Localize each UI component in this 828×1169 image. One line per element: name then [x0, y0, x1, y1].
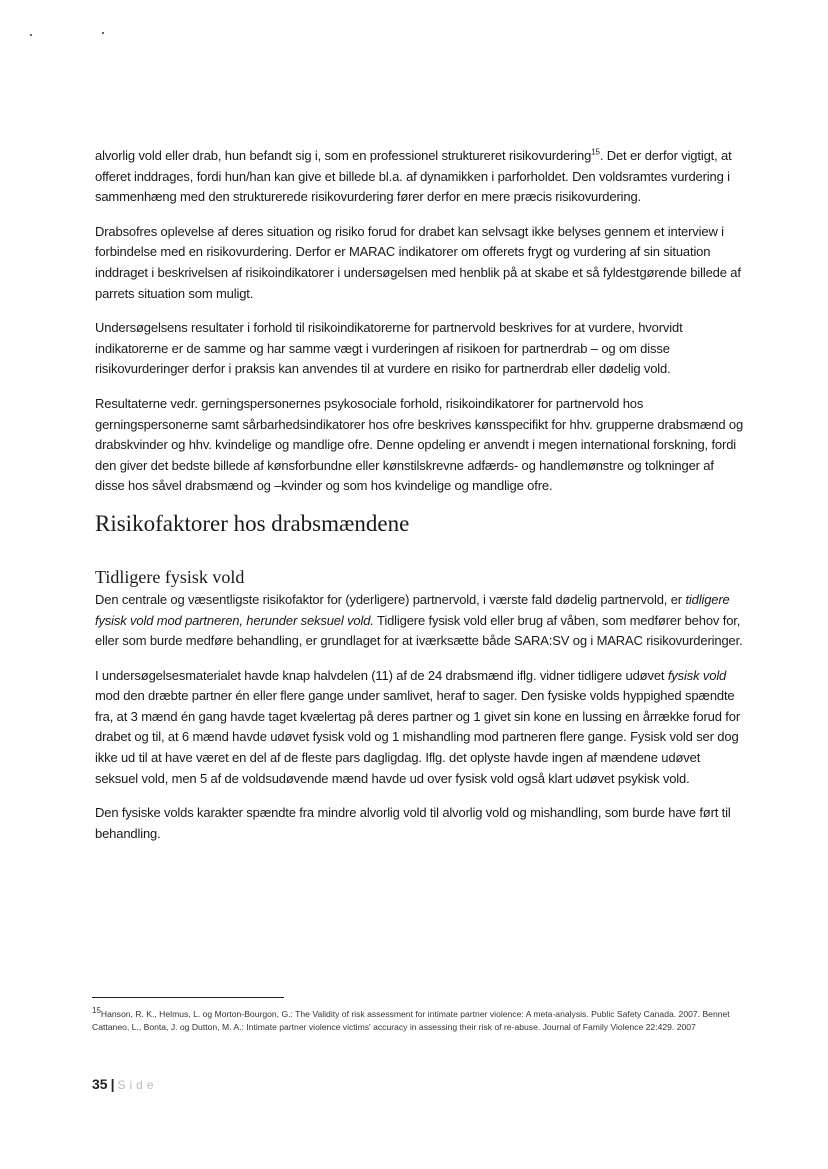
paragraph-text: Undersøgelsens resultater i forhold til risikoindikatorerne for partnervold beskrives for at vurdere, hvorvidt indikatorerne er de samme og har samme vægt i vurderingen af risikoen for partnerdrab – og om disse risikovurderinger derfor i praksis kan anvendes til at vurdere en risiko for partnerdrab eller dødelig vold.	[95, 320, 683, 377]
paragraph-text: I undersøgelsesmaterialet havde knap halvdelen (11) af de 24 drabsmænd iflg. vidner tidligere udøvet	[95, 667, 668, 683]
paragraph	[95, 318, 745, 380]
paragraph-text: . Det er derfor vigtigt, at offeret inddrages, fordi hun/han kan give et billede bl.a. af dynamikken i parforholdet. Den voldsramtes vurdering i sammenhæng med den strukturerede risikovurdering fører derfor en mere præcis risikovurdering.	[95, 148, 732, 205]
paragraph-text: Den fysiske volds karakter spændte fra mindre alvorlig vold til alvorlig vold og mishandling, som burde have ført til behandling.	[95, 805, 731, 841]
main-paragraphs	[95, 590, 745, 845]
paragraph	[95, 222, 745, 304]
footnote-number: 15	[92, 1006, 101, 1016]
emphasis-text: fysisk vold	[667, 667, 727, 683]
paragraph-text: Resultaterne vedr. gerningspersonernes psykosociale forhold, risikoindikatorer for partnervold hos gerningspersonerne samt sårbarhedsindikatorer hos ofre beskrives kønsspecifikt for hhv. grupperne drabsmænd og drabskvinder og hhv. kvindelige og mandlige ofre. Denne opdeling er anvendt i megen international forskning, fordi den giver det bedste billede af kønsforbundne eller kønstilskrevne adfærds- og handlemønstre og tolkninger af disse hos såvel drabsmænd og –kvinder og som hos kvindelige og mandlige ofre.	[95, 395, 744, 494]
footnote-rule	[92, 997, 284, 998]
paragraph-text: Den centrale og væsentligste risikofaktor for (yderligere) partnervold, i værste fald dødelig partnervold, er	[95, 591, 686, 607]
paragraph-text: mod den dræbte partner én eller flere gange under samlivet, heraf to sager. Den fysiske volds hyppighed spændte fra, at 3 mænd én gang havde taget kvælertag på deres partner og 1 givet sin kone en lussing en årrække forud for drabet og til, at 6 mænd havde udøvet fysisk vold og 1 mishandling mod partneren flere gange. Fysisk vold ser dog ikke ud til at have været en del af de fleste pars dagligdag. Iflg. det oplyste havde ingen af mændene udøvet seksuel vold, men 5 af de voldsudøvende mænd havde ud over fysisk vold også klart udøvet psykisk vold.	[95, 688, 740, 786]
footnote-reference: 15	[591, 147, 600, 157]
page-footer	[92, 1076, 158, 1092]
page-separator: |	[110, 1076, 115, 1092]
intro-paragraphs	[95, 146, 745, 497]
paragraph	[95, 590, 745, 652]
page-label: Side	[117, 1078, 158, 1092]
paragraph	[95, 146, 745, 208]
footnote-text: Hanson, R. K., Helmus, L. og Morton-Bourgon, G.: The Validity of risk assessment for intimate partner violence: A meta-analysis. Public Safety Canada. 2007. Bennet Cattaneo, L., Bonta, J. og Dutton, M. A.: Intimate partner violence victims' accuracy in assessing their risk of re-abuse. Journal of Family Violence 22:429. 2007	[92, 1009, 730, 1032]
sub-heading: Tidligere fysisk vold	[95, 566, 245, 587]
page-number: 35	[92, 1076, 108, 1092]
page-body	[95, 146, 745, 858]
paragraph-text: alvorlig vold eller drab, hun befandt sig i, som en professionel struktureret risikovurdering	[95, 148, 592, 163]
emphasis-text: tidligere fysisk vold mod partneren, herunder seksuel vold.	[95, 591, 730, 628]
paragraph	[95, 394, 745, 497]
section-heading: Risikofaktorer hos drabsmændene	[95, 510, 410, 536]
footnote	[92, 1008, 742, 1033]
paragraph	[95, 666, 745, 790]
paragraph-text: Tidligere fysisk vold eller brug af våben, som medfører behov for, eller som burde medføre behandling, er grundlaget for at iværksætte både SARA:SV og i MARAC risikovurderinger.	[95, 612, 743, 649]
paragraph	[95, 803, 745, 844]
paragraph-text: Drabsofres oplevelse af deres situation og risiko forud for drabet kan selvsagt ikke belyses gennem et interview i forbindelse med en risikovurdering. Derfor er MARAC indikatorer om offerets frygt og vurdering af sin situation inddraget i beskrivelsen af risikoindikatorer i undersøgelsen med henblik på at skabe et så fyldestgørende billede af parrets situation som muligt.	[95, 223, 741, 301]
scan-marks	[30, 32, 110, 40]
